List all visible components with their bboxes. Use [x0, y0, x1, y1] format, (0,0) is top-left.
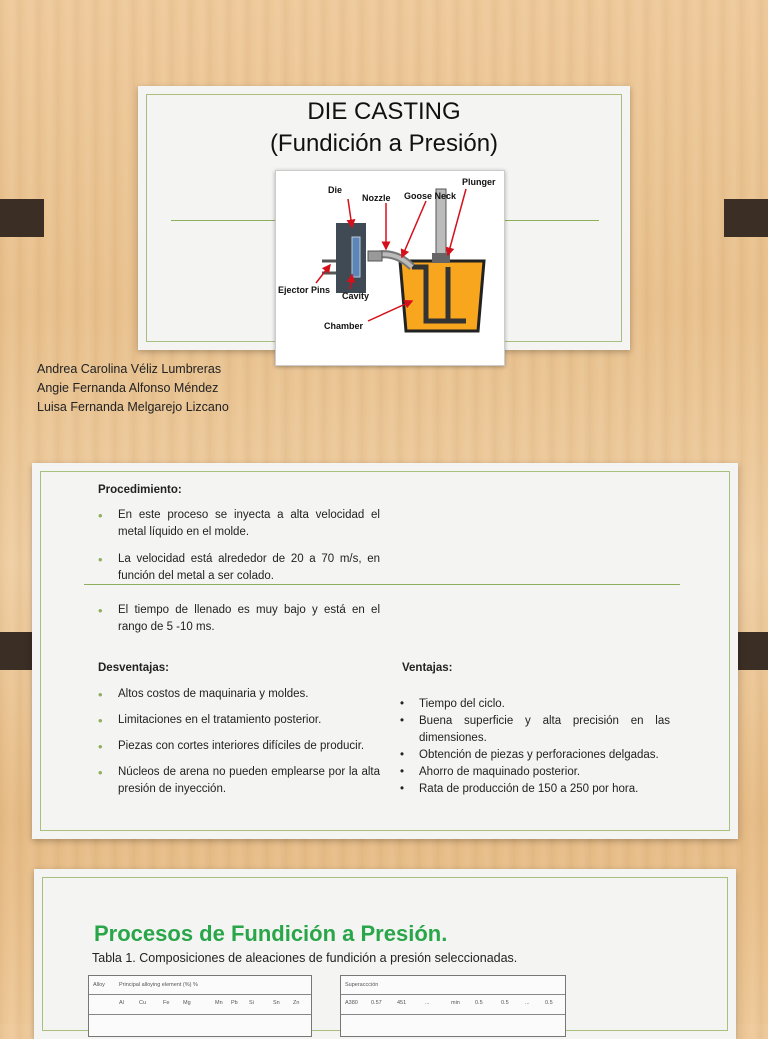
list-item [398, 781, 670, 798]
item-text: Núcleos de arena no pueden emplearse por la alta presión de inyección. [118, 766, 380, 795]
table-cell: Zn [293, 1000, 300, 1006]
divider-left [171, 220, 275, 221]
table-row [341, 994, 565, 995]
list-item [398, 747, 670, 764]
bullet-icon: • [400, 698, 405, 710]
item-text: La velocidad está alrededor de 20 a 70 m/s, en función del metal a ser colado. [118, 553, 380, 582]
divider [84, 584, 680, 585]
table-row [89, 1014, 311, 1015]
table-cell: Mn [215, 1000, 223, 1006]
list-item [96, 738, 380, 755]
bullet-icon: • [98, 687, 103, 702]
bullet-icon: • [400, 783, 405, 795]
slide-title [138, 96, 630, 160]
bullet-icon: • [98, 713, 103, 728]
title-line-1: DIE CASTING [307, 98, 461, 125]
title-line-2: (Fundición a Presión) [269, 130, 499, 157]
procedimiento-list [96, 507, 380, 636]
ventajas-list [398, 696, 670, 798]
label-nozzle: Nozzle [362, 193, 391, 203]
table-header: Alloy [93, 982, 105, 988]
item-text: Altos costos de maquinaria y moldes. [118, 688, 309, 700]
bullet-icon: • [98, 508, 103, 523]
table-cell: Pb [231, 1000, 238, 1006]
table-cell: Si [249, 1000, 254, 1006]
table-header: Principal alloying element (%) % [119, 982, 198, 988]
table-slide [34, 869, 736, 1039]
list-item [96, 602, 380, 636]
item-text: En este proceso se inyecta a alta velocidad el metal líquido en el molde. [118, 509, 380, 538]
label-ejector-pins: Ejector Pins [278, 285, 331, 295]
bullet-icon: • [400, 715, 405, 727]
author-name: Angie Fernanda Alfonso Méndez [37, 381, 219, 395]
label-chamber: Chamber [324, 321, 364, 331]
table-cell: Sn [273, 1000, 280, 1006]
bullet-icon: • [98, 603, 103, 618]
list-item [96, 764, 380, 798]
item-text: Obtención de piezas y perforaciones delgadas. [419, 749, 659, 761]
table-cell: 0.5 [475, 1000, 483, 1006]
item-text: Rata de producción de 150 a 250 por hora. [419, 783, 639, 795]
bullet-icon: • [400, 766, 405, 778]
list-item [398, 696, 670, 713]
item-text: Tiempo del ciclo. [419, 698, 505, 710]
composition-table [340, 975, 566, 1037]
item-text: Piezas con cortes interiores difíciles de producir. [118, 740, 365, 752]
item-text: El tiempo de llenado es muy bajo y está en el rango de 5 -10 ms. [118, 604, 380, 633]
table-cell: Cu [139, 1000, 147, 1006]
table-caption: Tabla 1. Composiciones de aleaciones de fundición a presión seleccionadas. [92, 951, 518, 965]
alloy-table [88, 975, 312, 1037]
divider-right [503, 220, 599, 221]
procedimiento-heading: Procedimiento: [98, 484, 182, 496]
list-item [96, 686, 380, 703]
bullet-icon: • [98, 739, 103, 754]
table-row [341, 1014, 565, 1015]
table-cell: 0.57 [371, 1000, 382, 1006]
label-goose-neck: Goose Neck [404, 191, 457, 201]
author-name: Luisa Fernanda Melgarejo Lizcano [37, 400, 229, 414]
content-slide [32, 463, 738, 839]
table-header: Superaccción [345, 982, 379, 988]
table-row [89, 994, 311, 995]
author-list [37, 360, 229, 417]
desventajas-heading: Desventajas: [98, 662, 169, 674]
list-item [398, 764, 670, 781]
slide-tab-left-1 [0, 199, 44, 237]
table-cell: 451 [397, 1000, 407, 1006]
ventajas-heading: Ventajas: [402, 662, 453, 674]
bullet-icon: • [98, 552, 103, 567]
slide-tab-right-1 [724, 199, 768, 237]
label-cavity: Cavity [342, 291, 370, 301]
label-die: Die [328, 185, 343, 195]
table-cell: Mg [183, 1000, 191, 1006]
table-cell: 0.5 [501, 1000, 509, 1006]
die-casting-diagram [275, 170, 505, 366]
table-cell: 0.5 [545, 1000, 553, 1006]
table-cell: A380 [345, 1000, 358, 1006]
desventajas-list [96, 686, 380, 798]
table-cell: Al [119, 1000, 124, 1006]
list-item [96, 712, 380, 729]
slide-title: Procesos de Fundición a Presión. [94, 921, 448, 946]
item-text: Buena superficie y alta precisión en las dimensiones. [419, 715, 670, 744]
author-name: Andrea Carolina Véliz Lumbreras [37, 362, 222, 376]
list-item [96, 551, 380, 585]
bullet-icon: • [400, 749, 405, 761]
title-slide [138, 86, 630, 350]
bullet-icon: • [98, 765, 103, 780]
list-item [398, 713, 670, 747]
item-text: Limitaciones en el tratamiento posterior. [118, 714, 322, 726]
table-cell: ... [525, 1000, 530, 1006]
item-text: Ahorro de maquinado posterior. [419, 766, 581, 778]
table-cell: ... [425, 1000, 430, 1006]
table-cell: min [451, 1000, 460, 1006]
table-cell: Fe [163, 1000, 170, 1006]
list-item [96, 507, 380, 541]
label-plunger: Plunger [462, 177, 496, 187]
